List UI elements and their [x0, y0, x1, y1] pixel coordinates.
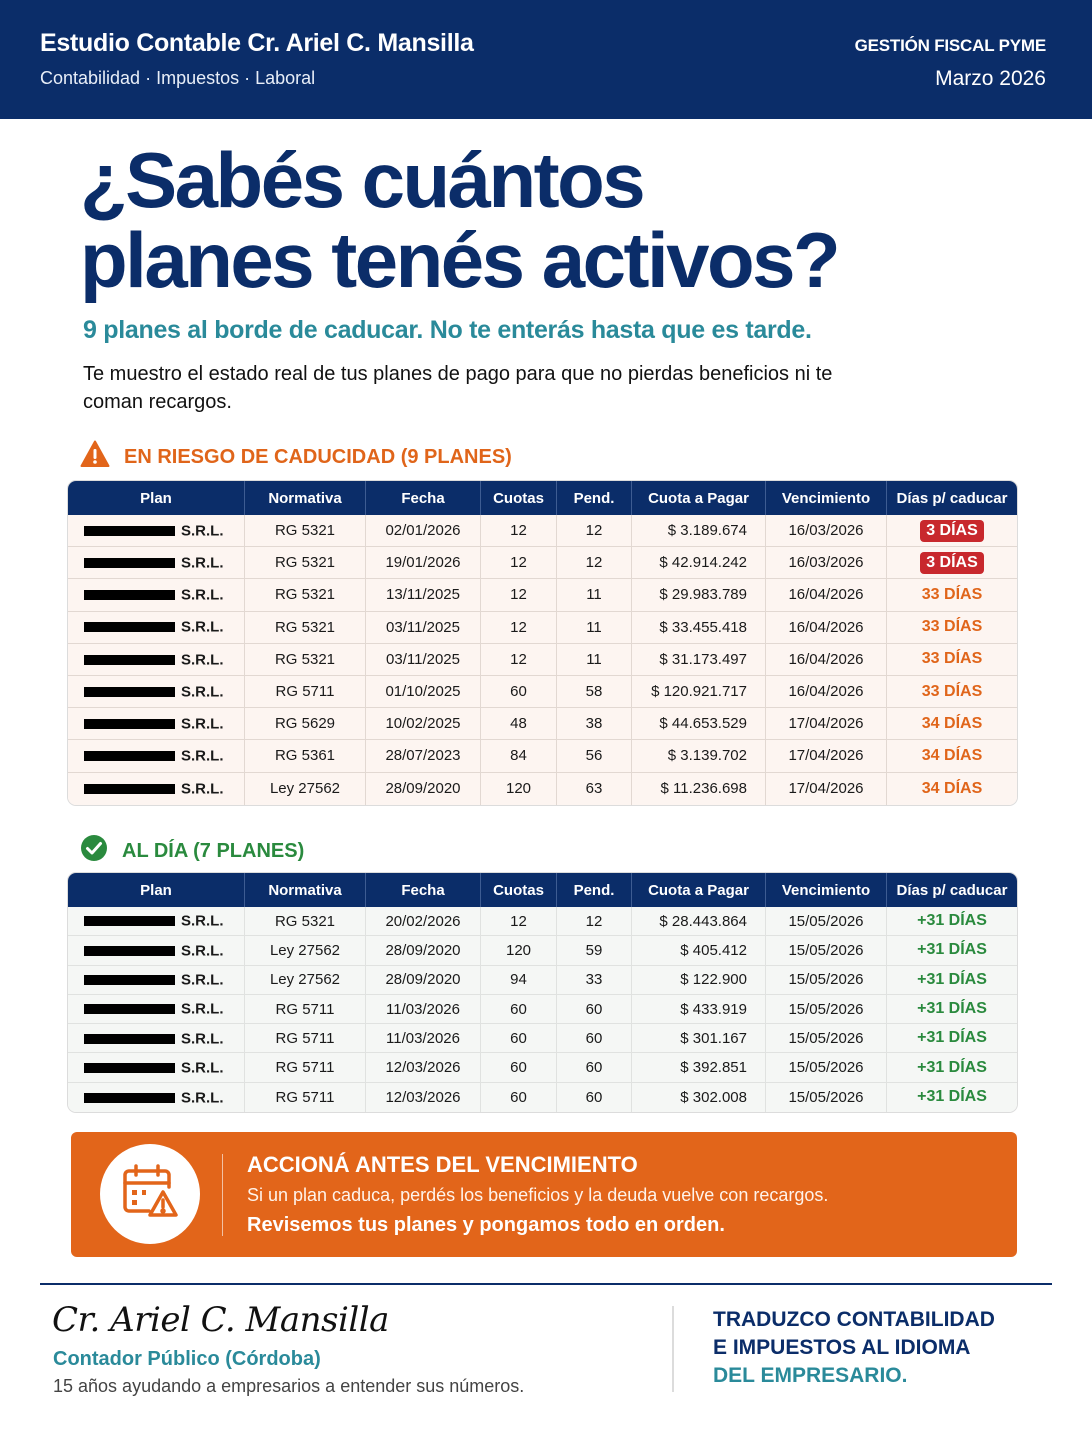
- cell-cuota-pagar: $ 3.139.702: [632, 740, 766, 772]
- cell-cuotas: 120: [481, 773, 557, 805]
- warning-triangle-icon: [80, 440, 110, 474]
- table-row: [68, 708, 1017, 740]
- cell-pend: 33: [557, 966, 632, 995]
- redacted-name: [84, 590, 175, 600]
- risk-plans-table: [68, 481, 1017, 805]
- plan-suffix: S.R.L.: [181, 651, 224, 669]
- cell-normativa: RG 5321: [245, 644, 366, 676]
- cell-fecha: 11/03/2026: [366, 995, 481, 1024]
- redacted-name: [84, 687, 175, 697]
- cell-normativa: RG 5711: [245, 995, 366, 1024]
- cell-cuota-pagar: $ 301.167: [632, 1024, 766, 1053]
- table-row: [68, 547, 1017, 579]
- cell-fecha: 28/09/2020: [366, 773, 481, 805]
- cell-fecha: 03/11/2025: [366, 612, 481, 644]
- cell-normativa: RG 5711: [245, 1024, 366, 1053]
- cell-normativa: RG 5711: [245, 1083, 366, 1112]
- redacted-name: [84, 1093, 175, 1103]
- cell-normativa: RG 5629: [245, 708, 366, 740]
- page-title: [80, 136, 839, 304]
- cell-normativa: RG 5321: [245, 612, 366, 644]
- cta-divider: [222, 1154, 223, 1236]
- cell-cuotas: 12: [481, 612, 557, 644]
- cell-pend: 60: [557, 1024, 632, 1053]
- motto-line-2: E IMPUESTOS AL IDIOMA: [713, 1336, 971, 1359]
- cell-vencimiento: 16/03/2026: [766, 547, 887, 579]
- cell-dias: [887, 547, 1017, 579]
- cell-fecha: 12/03/2026: [366, 1083, 481, 1112]
- cell-dias: [887, 995, 1017, 1024]
- days-warning: 33 DÍAS: [921, 682, 983, 700]
- redacted-name: [84, 916, 175, 926]
- cell-cuota-pagar: $ 31.173.497: [632, 644, 766, 676]
- cell-pend: 60: [557, 995, 632, 1024]
- plan-suffix: S.R.L.: [181, 1089, 224, 1107]
- cell-fecha: 13/11/2025: [366, 579, 481, 611]
- cell-pend: 56: [557, 740, 632, 772]
- cta-icon-circle: [100, 1144, 200, 1244]
- cell-dias: [887, 1083, 1017, 1112]
- cell-cuota-pagar: $ 3.189.674: [632, 515, 766, 547]
- days-ok: +31 DÍAS: [917, 1029, 987, 1047]
- plan-suffix: S.R.L.: [181, 618, 224, 636]
- cell-vencimiento: 16/03/2026: [766, 515, 887, 547]
- table-header-row: [68, 873, 1017, 907]
- motto: [713, 1306, 995, 1390]
- cell-cuotas: 12: [481, 515, 557, 547]
- cell-pend: 38: [557, 708, 632, 740]
- cell-vencimiento: 15/05/2026: [766, 1024, 887, 1053]
- title-line-2: planes tenés activos?: [80, 216, 839, 304]
- days-ok: +31 DÍAS: [917, 941, 987, 959]
- table-header-row: [68, 481, 1017, 515]
- table-row: [68, 676, 1017, 708]
- cell-plan: [68, 547, 245, 579]
- issue-date: Marzo 2026: [935, 67, 1046, 90]
- cell-vencimiento: 17/04/2026: [766, 708, 887, 740]
- cell-cuotas: 48: [481, 708, 557, 740]
- cell-fecha: 03/11/2025: [366, 644, 481, 676]
- table-row: [68, 579, 1017, 611]
- cell-vencimiento: 16/04/2026: [766, 612, 887, 644]
- table-row: [68, 644, 1017, 676]
- plan-suffix: S.R.L.: [181, 942, 224, 960]
- cell-vencimiento: 17/04/2026: [766, 740, 887, 772]
- cell-cuota-pagar: $ 302.008: [632, 1083, 766, 1112]
- cell-cuota-pagar: $ 433.919: [632, 995, 766, 1024]
- cell-dias: [887, 1024, 1017, 1053]
- col-fecha: Fecha: [366, 481, 481, 515]
- cell-fecha: 02/01/2026: [366, 515, 481, 547]
- cell-pend: 58: [557, 676, 632, 708]
- cell-dias: [887, 515, 1017, 547]
- cell-pend: 12: [557, 547, 632, 579]
- col-pend: Pend.: [557, 481, 632, 515]
- cta-title: ACCIONÁ ANTES DEL VENCIMIENTO: [247, 1152, 638, 1177]
- cell-plan: [68, 1053, 245, 1082]
- col-cuota-pagar: Cuota a Pagar: [632, 873, 766, 907]
- cell-dias: [887, 579, 1017, 611]
- cell-vencimiento: 16/04/2026: [766, 644, 887, 676]
- plan-suffix: S.R.L.: [181, 554, 224, 572]
- risk-heading-text: EN RIESGO DE CADUCIDAD (9 PLANES): [124, 445, 512, 468]
- table-row: [68, 907, 1017, 936]
- plan-suffix: S.R.L.: [181, 1030, 224, 1048]
- col-normativa: Normativa: [245, 873, 366, 907]
- signer-experience: 15 años ayudando a empresarios a entender sus números.: [53, 1376, 525, 1396]
- cta-action: Revisemos tus planes y pongamos todo en orden.: [247, 1214, 725, 1236]
- cell-plan: [68, 740, 245, 772]
- cell-cuotas: 60: [481, 1083, 557, 1112]
- cell-dias: [887, 676, 1017, 708]
- cell-dias: [887, 740, 1017, 772]
- plan-suffix: S.R.L.: [181, 1000, 224, 1018]
- redacted-name: [84, 751, 175, 761]
- table-row: [68, 773, 1017, 805]
- call-to-action-banner: [71, 1132, 1017, 1257]
- table-row: [68, 966, 1017, 995]
- days-ok: +31 DÍAS: [917, 912, 987, 930]
- redacted-name: [84, 1034, 175, 1044]
- cell-cuota-pagar: $ 122.900: [632, 966, 766, 995]
- table-row: [68, 1053, 1017, 1082]
- redacted-name: [84, 975, 175, 985]
- cell-fecha: 01/10/2025: [366, 676, 481, 708]
- cell-cuota-pagar: $ 405.412: [632, 936, 766, 965]
- cell-dias: [887, 644, 1017, 676]
- title-line-1: ¿Sabés cuántos: [80, 136, 644, 224]
- days-ok: +31 DÍAS: [917, 970, 987, 988]
- cell-cuotas: 12: [481, 547, 557, 579]
- cell-dias: [887, 1053, 1017, 1082]
- ok-heading-text: AL DÍA (7 PLANES): [122, 839, 305, 862]
- cell-plan: [68, 515, 245, 547]
- motto-line-3: DEL EMPRESARIO.: [713, 1364, 908, 1387]
- table-row: [68, 1024, 1017, 1053]
- cell-plan: [68, 579, 245, 611]
- cell-cuotas: 84: [481, 740, 557, 772]
- cell-normativa: RG 5361: [245, 740, 366, 772]
- table-row: [68, 995, 1017, 1024]
- col-cuotas: Cuotas: [481, 481, 557, 515]
- days-warning: 34 DÍAS: [921, 746, 983, 764]
- cell-plan: [68, 644, 245, 676]
- cell-plan: [68, 773, 245, 805]
- col-cuotas: Cuotas: [481, 873, 557, 907]
- signature: Cr. Ariel C. Mansilla: [52, 1300, 389, 1340]
- cell-cuotas: 12: [481, 644, 557, 676]
- cell-dias: [887, 936, 1017, 965]
- cell-plan: [68, 907, 245, 936]
- cell-plan: [68, 708, 245, 740]
- cell-cuotas: 12: [481, 579, 557, 611]
- ok-section-heading: [80, 834, 304, 868]
- table-row: [68, 1083, 1017, 1112]
- col-pend: Pend.: [557, 873, 632, 907]
- cell-fecha: 28/07/2023: [366, 740, 481, 772]
- brand-tagline: Contabilidad · Impuestos · Laboral: [40, 68, 316, 88]
- col-vencimiento: Vencimiento: [766, 481, 887, 515]
- plan-suffix: S.R.L.: [181, 1059, 224, 1077]
- days-warning: 34 DÍAS: [921, 779, 983, 797]
- cell-pend: 60: [557, 1083, 632, 1112]
- calendar-warning-icon: [119, 1161, 181, 1228]
- cell-vencimiento: 15/05/2026: [766, 1083, 887, 1112]
- redacted-name: [84, 622, 175, 632]
- days-badge-critical: 3 DÍAS: [920, 552, 984, 574]
- plan-suffix: S.R.L.: [181, 586, 224, 604]
- cell-pend: 12: [557, 907, 632, 936]
- cell-normativa: RG 5321: [245, 547, 366, 579]
- cell-plan: [68, 966, 245, 995]
- plan-suffix: S.R.L.: [181, 683, 224, 701]
- days-warning: 33 DÍAS: [921, 618, 983, 636]
- cell-vencimiento: 16/04/2026: [766, 579, 887, 611]
- cell-pend: 63: [557, 773, 632, 805]
- cell-fecha: 28/09/2020: [366, 936, 481, 965]
- cell-dias: [887, 612, 1017, 644]
- plan-suffix: S.R.L.: [181, 780, 224, 798]
- cell-cuotas: 60: [481, 1053, 557, 1082]
- header-bar: [0, 0, 1092, 119]
- days-ok: +31 DÍAS: [917, 1058, 987, 1076]
- cell-pend: 59: [557, 936, 632, 965]
- plan-suffix: S.R.L.: [181, 912, 224, 930]
- cell-plan: [68, 612, 245, 644]
- cell-cuotas: 60: [481, 1024, 557, 1053]
- cell-normativa: RG 5711: [245, 1053, 366, 1082]
- cell-cuota-pagar: $ 33.455.418: [632, 612, 766, 644]
- cell-cuotas: 60: [481, 995, 557, 1024]
- footer-divider: [40, 1283, 1052, 1285]
- col-dias: Días p/ caducar: [887, 873, 1017, 907]
- col-fecha: Fecha: [366, 873, 481, 907]
- cell-plan: [68, 1083, 245, 1112]
- cell-fecha: 19/01/2026: [366, 547, 481, 579]
- cell-normativa: Ley 27562: [245, 936, 366, 965]
- category-label: GESTIÓN FISCAL PYME: [854, 36, 1046, 55]
- cell-fecha: 11/03/2026: [366, 1024, 481, 1053]
- cell-vencimiento: 15/05/2026: [766, 1053, 887, 1082]
- cell-normativa: Ley 27562: [245, 966, 366, 995]
- cell-cuotas: 12: [481, 907, 557, 936]
- col-plan: Plan: [68, 873, 245, 907]
- signer-role: Contador Público (Córdoba): [53, 1348, 321, 1370]
- cell-fecha: 20/02/2026: [366, 907, 481, 936]
- cell-pend: 11: [557, 644, 632, 676]
- cell-cuota-pagar: $ 42.914.242: [632, 547, 766, 579]
- footer-vertical-divider: [672, 1306, 674, 1392]
- cell-vencimiento: 17/04/2026: [766, 773, 887, 805]
- brand-name: Estudio Contable Cr. Ariel C. Mansilla: [40, 29, 474, 57]
- days-badge-critical: 3 DÍAS: [920, 520, 984, 542]
- cell-normativa: RG 5321: [245, 579, 366, 611]
- cell-cuotas: 60: [481, 676, 557, 708]
- days-warning: 34 DÍAS: [921, 714, 983, 732]
- ok-plans-table: [68, 873, 1017, 1112]
- cell-normativa: Ley 27562: [245, 773, 366, 805]
- table-row: [68, 515, 1017, 547]
- col-vencimiento: Vencimiento: [766, 873, 887, 907]
- col-dias: Días p/ caducar: [887, 481, 1017, 515]
- plan-suffix: S.R.L.: [181, 715, 224, 733]
- cell-vencimiento: 16/04/2026: [766, 676, 887, 708]
- hero-description: Te muestro el estado real de tus planes de pago para que no pierdas beneficios ni te coman recargos.: [83, 363, 833, 413]
- days-ok: +31 DÍAS: [917, 1000, 987, 1018]
- cell-pend: 11: [557, 612, 632, 644]
- redacted-name: [84, 1063, 175, 1073]
- cell-dias: [887, 773, 1017, 805]
- redacted-name: [84, 558, 175, 568]
- plan-suffix: S.R.L.: [181, 971, 224, 989]
- cell-cuota-pagar: $ 120.921.717: [632, 676, 766, 708]
- cell-vencimiento: 15/05/2026: [766, 907, 887, 936]
- cell-cuota-pagar: $ 29.983.789: [632, 579, 766, 611]
- cell-cuota-pagar: $ 392.851: [632, 1053, 766, 1082]
- cell-cuotas: 94: [481, 966, 557, 995]
- redacted-name: [84, 946, 175, 956]
- hero-subtitle: 9 planes al borde de caducar. No te enterás hasta que es tarde.: [83, 316, 812, 344]
- motto-line-1: TRADUZCO CONTABILIDAD: [713, 1308, 995, 1331]
- plan-suffix: S.R.L.: [181, 522, 224, 540]
- cell-plan: [68, 676, 245, 708]
- cell-dias: [887, 966, 1017, 995]
- cell-pend: 11: [557, 579, 632, 611]
- cell-cuota-pagar: $ 11.236.698: [632, 773, 766, 805]
- cell-fecha: 12/03/2026: [366, 1053, 481, 1082]
- cell-plan: [68, 995, 245, 1024]
- redacted-name: [84, 1004, 175, 1014]
- check-circle-icon: [80, 834, 108, 868]
- redacted-name: [84, 655, 175, 665]
- table-row: [68, 936, 1017, 965]
- table-row: [68, 740, 1017, 772]
- cell-plan: [68, 936, 245, 965]
- cell-cuota-pagar: $ 44.653.529: [632, 708, 766, 740]
- cell-pend: 12: [557, 515, 632, 547]
- days-warning: 33 DÍAS: [921, 650, 983, 668]
- col-cuota-pagar: Cuota a Pagar: [632, 481, 766, 515]
- cell-vencimiento: 15/05/2026: [766, 936, 887, 965]
- redacted-name: [84, 784, 175, 794]
- days-warning: 33 DÍAS: [921, 585, 983, 603]
- col-plan: Plan: [68, 481, 245, 515]
- risk-section-heading: [80, 440, 512, 474]
- redacted-name: [84, 526, 175, 536]
- cell-normativa: RG 5321: [245, 515, 366, 547]
- cell-fecha: 10/02/2025: [366, 708, 481, 740]
- cell-vencimiento: 15/05/2026: [766, 966, 887, 995]
- cell-vencimiento: 15/05/2026: [766, 995, 887, 1024]
- cell-dias: [887, 907, 1017, 936]
- col-normativa: Normativa: [245, 481, 366, 515]
- cta-message: Si un plan caduca, perdés los beneficios y la deuda vuelve con recargos.: [247, 1185, 829, 1205]
- days-ok: +31 DÍAS: [917, 1088, 987, 1106]
- plan-suffix: S.R.L.: [181, 747, 224, 765]
- cell-pend: 60: [557, 1053, 632, 1082]
- cell-plan: [68, 1024, 245, 1053]
- cell-normativa: RG 5321: [245, 907, 366, 936]
- cell-dias: [887, 708, 1017, 740]
- cell-cuotas: 120: [481, 936, 557, 965]
- cell-cuota-pagar: $ 28.443.864: [632, 907, 766, 936]
- redacted-name: [84, 719, 175, 729]
- cell-fecha: 28/09/2020: [366, 966, 481, 995]
- table-row: [68, 612, 1017, 644]
- cell-normativa: RG 5711: [245, 676, 366, 708]
